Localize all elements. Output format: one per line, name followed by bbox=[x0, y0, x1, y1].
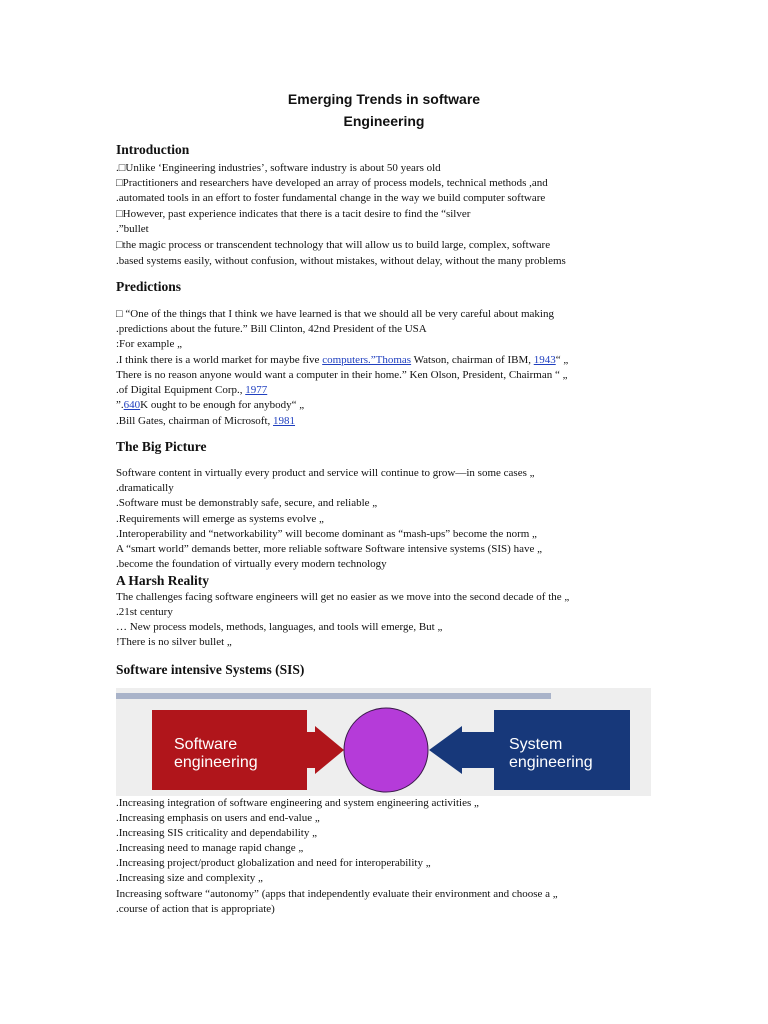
prediction-text: .Bill Gates, chairman of Microsoft, bbox=[116, 415, 274, 427]
harsh-reality-line: The challenges facing software engineers will get no easier as we move into the second decade of the „ bbox=[116, 591, 570, 603]
system-engineering-label-1: System bbox=[509, 736, 563, 753]
big-picture-line: .Interoperability and “networkability” will become dominant as “mash-ups” become the norm „ bbox=[116, 528, 537, 540]
computers-thomas-link[interactable]: computers.”Thomas bbox=[322, 354, 412, 366]
prediction-line bbox=[116, 354, 568, 367]
big-picture-line: .dramatically bbox=[116, 482, 174, 494]
sis-diagram bbox=[116, 688, 651, 796]
sis-line: .Increasing SIS criticality and dependability „ bbox=[116, 827, 317, 839]
intro-line: □the magic process or transcendent technology that will allow us to build large, complex, software bbox=[116, 239, 551, 251]
intro-line: .”bullet bbox=[116, 223, 149, 235]
big-picture-line: A “smart world” demands better, more reliable software Software intensive systems (SIS) have „ bbox=[116, 543, 542, 555]
prediction-line bbox=[116, 384, 267, 397]
sis-line: .Increasing integration of software engineering and system engineering activities „ bbox=[116, 797, 479, 809]
intro-line: □Practitioners and researchers have developed an array of process models, technical methods ,and bbox=[116, 177, 548, 189]
year-1943-link[interactable]: 1943 bbox=[533, 354, 556, 366]
harsh-reality-line: .21st century bbox=[116, 606, 173, 618]
year-1977-link[interactable]: 1977 bbox=[245, 384, 268, 396]
prediction-line: .predictions about the future.” Bill Clinton, 42nd President of the USA bbox=[116, 323, 427, 335]
prediction-line bbox=[116, 415, 295, 428]
software-engineering-label-1: Software bbox=[174, 736, 238, 753]
number-640-link[interactable]: 640 bbox=[123, 399, 141, 411]
intro-line: .□Unlike ‘Engineering industries’, software industry is about 50 years old bbox=[116, 162, 441, 174]
sis-line: .Increasing size and complexity „ bbox=[116, 872, 263, 884]
diagram-top-bar bbox=[116, 693, 551, 699]
intro-line: .based systems easily, without confusion, without mistakes, without delay, without the many problems bbox=[116, 255, 566, 267]
intro-line: .automated tools in an effort to foster fundamental change in the way we build computer software bbox=[116, 192, 546, 204]
year-1981-link[interactable]: 1981 bbox=[273, 415, 296, 427]
big-picture-line: .become the foundation of virtually every modern technology bbox=[116, 558, 387, 570]
doc-title-line-2: Engineering bbox=[343, 113, 425, 129]
prediction-text: “ „ bbox=[555, 354, 569, 366]
system-engineering-label-2: engineering bbox=[509, 754, 593, 771]
harsh-reality-heading: A Harsh Reality bbox=[116, 573, 209, 588]
harsh-reality-line: !There is no silver bullet „ bbox=[116, 636, 232, 648]
intro-line: □However, past experience indicates that there is a tacit desire to find the “silver bbox=[116, 208, 471, 220]
predictions-heading: Predictions bbox=[116, 279, 181, 294]
doc-title-line-1: Emerging Trends in software bbox=[287, 91, 481, 107]
sis-line: .Increasing project/product globalization and need for interoperability „ bbox=[116, 857, 431, 869]
sis-line: .course of action that is appropriate) bbox=[116, 903, 275, 915]
harsh-reality-line: … New process models, methods, languages, and tools will emerge, But „ bbox=[116, 621, 443, 633]
big-picture-line: Software content in virtually every product and service will continue to grow—in some cases „ bbox=[116, 467, 535, 479]
sis-line: Increasing software “autonomy” (apps that independently evaluate their environment and choose a „ bbox=[116, 888, 558, 900]
sis-heading: Software intensive Systems (SIS) bbox=[116, 662, 305, 677]
prediction-line: :For example „ bbox=[116, 338, 182, 350]
big-picture-line: .Software must be demonstrably safe, secure, and reliable „ bbox=[116, 497, 378, 509]
prediction-text: Watson, chairman of IBM, bbox=[411, 354, 534, 366]
prediction-text: K ought to be enough for anybody“ „ bbox=[140, 399, 305, 411]
sis-line: .Increasing emphasis on users and end-value „ bbox=[116, 812, 320, 824]
prediction-text: .I think there is a world market for maybe five bbox=[116, 354, 323, 366]
intersection-circle bbox=[344, 708, 428, 792]
prediction-line: □ “One of the things that I think we have learned is that we should all be very careful about making bbox=[116, 308, 554, 320]
prediction-text: ”. bbox=[116, 399, 124, 411]
introduction-heading: Introduction bbox=[116, 142, 190, 157]
prediction-text: .of Digital Equipment Corp., bbox=[116, 384, 246, 396]
software-engineering-label-2: engineering bbox=[174, 754, 258, 771]
prediction-line bbox=[116, 399, 304, 412]
sis-line: .Increasing need to manage rapid change „ bbox=[116, 842, 304, 854]
big-picture-heading: The Big Picture bbox=[116, 439, 207, 454]
big-picture-line: .Requirements will emerge as systems evolve „ bbox=[116, 513, 324, 525]
prediction-line: There is no reason anyone would want a computer in their home.” Ken Olson, President, Chairman “ „ bbox=[116, 369, 568, 381]
